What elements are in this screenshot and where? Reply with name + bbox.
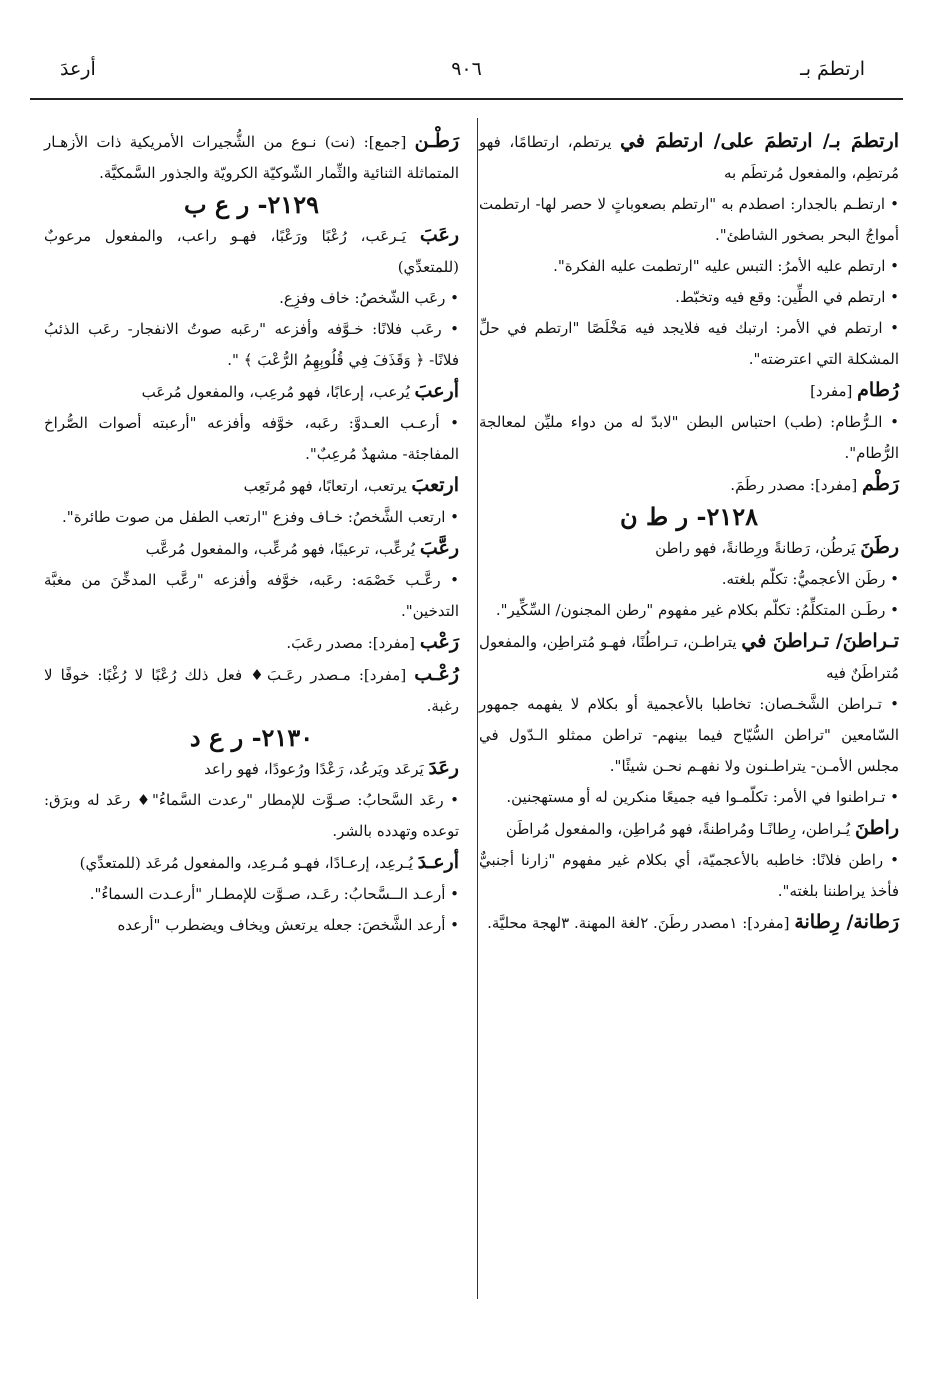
headword-entry bbox=[479, 532, 899, 564]
headword: ارتعبَ bbox=[411, 474, 459, 496]
entry-text: [مفرد]: مصدر رعَبَ. bbox=[286, 634, 416, 652]
headword: رُطام bbox=[857, 379, 899, 401]
entry-text: [مفرد]: ١مصدر رطَنَ. ٢لغة المهنة. ٣لهجة محليَّة. bbox=[487, 914, 790, 932]
headword-entry bbox=[44, 753, 459, 785]
column-divider bbox=[477, 118, 478, 1299]
headword-entry bbox=[479, 626, 899, 689]
page-header bbox=[40, 58, 893, 94]
entry-text: يُرعب، إرعابًا، فهو مُرعِب، والمفعول مُرعَب bbox=[141, 383, 410, 401]
headword: رعَبَ bbox=[419, 224, 459, 246]
headword-entry bbox=[44, 470, 459, 502]
root-section-heading: ٢١٢٨- ر ط ن bbox=[620, 502, 758, 531]
sense-definition: • رعَب فلانًا: خـوَّفه وأفزعه "رعَبه صوتُ الانفجار- رعَب الذئبُ فلانًا- ﴿ وَقَذَفَ فِي قُلُوبِهِمُ الرُّعْبَ ﴾ ". bbox=[44, 320, 459, 369]
header-start-word: ارتطمَ بـ bbox=[800, 58, 865, 80]
headword-entry bbox=[44, 659, 459, 722]
sense-definition: • ارتطم عليه الأمرُ: التبس عليه "ارتطمت عليه الفكرة". bbox=[553, 257, 899, 275]
sense-definition: • ارتعب الشَّخصُ: خـاف وفزع "ارتعب الطفل من صوت طائرة". bbox=[62, 508, 459, 526]
entry-text: [مفرد]: مـصدر رعَـبَ♦ فعل ذلك رُعْبًا لا رُغْبًا: خوفًا لا رغبة. bbox=[44, 666, 459, 715]
headword-entry bbox=[44, 220, 459, 283]
headword: ارتطمَ بـ/ ارتطمَ على/ ارتطمَ في bbox=[620, 130, 899, 152]
sense-definition: • رعَب الشّخصُ: خاف وفزِع. bbox=[279, 289, 459, 307]
sense-definition: • ارتطـم بالجدار: اصطدم به "ارتطم بصعوباتٍ لا حصر لها- ارتطمت أمواجُ البحر بصخور الشاطئ". bbox=[479, 195, 899, 244]
headword-entry bbox=[479, 469, 899, 501]
root-section-heading: ٢١٣٠- ر ع د bbox=[189, 723, 314, 752]
sense-definition: • رعَد السَّحابُ: صـوَّت للإمطار "رعدت السَّماءُ"♦ رعَد له وبرَق: توعده وتهدده بالشر. bbox=[44, 791, 459, 840]
entry-text: يَـرعَب، رُعْبًا ورَعْبًا، فهـو راعب، والمفعول مرعوبٌ (للمتعدِّي) bbox=[44, 227, 459, 276]
headword: رطَنَ bbox=[860, 536, 899, 558]
headword: أرعبَ bbox=[414, 380, 459, 402]
page-number: ٩٠٦ bbox=[451, 58, 482, 80]
entry-text: يَرعَد ويَرعُد، رَعْدًا ورُعودًا، فهو راعد bbox=[204, 760, 424, 778]
entry-text: يتراطـن، تـراطُنًا، فهـو مُتراطِن، والمفعول مُتراطَنٌ فيه bbox=[479, 633, 899, 682]
headword: رَطْم bbox=[862, 473, 899, 495]
headword: رَطانة/ رِطانة bbox=[794, 911, 899, 933]
headword: رعَدَ bbox=[428, 757, 459, 779]
entry-text: يُـراطن، رِطانًـا ومُراطنةً، فهو مُراطِن، والمفعول مُراطَن bbox=[505, 820, 851, 838]
headword-entry bbox=[479, 126, 899, 189]
headword: رَطْـن bbox=[414, 130, 459, 152]
headword: راطنَ bbox=[854, 817, 899, 839]
sense-definition: • الـرُّطام: (طب) احتباس البطن "لابدّ له من دواء مليِّن لمعالجة الرُّطام". bbox=[479, 413, 899, 462]
sense-definition: • أرعـب العـدوَّ: رعَبه، خوَّفه وأفزعه "أرعبته أصوات الصُّراخ المفاجئة- مشهدٌ مُرعِبٌ". bbox=[44, 414, 459, 463]
headword-entry bbox=[44, 627, 459, 659]
sense-definition: • رعَّـب خَصْمَه: رعَبه، خوَّفه وأفزعه "رعَّب المدخِّنَ من مغبَّة التدخين". bbox=[44, 571, 459, 620]
sense-definition: • رطَـن المتكلِّمُ: تكلّم بكلام غير مفهوم "رطن المجنون/ السِّكِّير". bbox=[495, 601, 899, 619]
headword-entry bbox=[44, 533, 459, 565]
headword-entry bbox=[44, 376, 459, 408]
headword-entry bbox=[44, 847, 459, 879]
entry-text: [جمع]: (نت) نـوع من الشُّجيرات الأمريكية ذات الأزهـار المتماثلة الثنائية والثِّمار الشّوكيّة الكرويّة والجذور السَّمكيَّة. bbox=[44, 133, 459, 182]
sense-definition: • تـراطن الشَّخـصان: تخاطبا بالأعجمية أو بكلام لا يفهمه جمهور السّامعين "تراطن السُّيّاح فيما بينهم- تراطن ممثلو الـدّول في مجلس الأمـن- يتراطـنون ولا نفهـم نحـن شيئًا". bbox=[479, 695, 899, 775]
headword: رعَّبَ bbox=[419, 537, 459, 559]
header-rule bbox=[30, 98, 903, 100]
header-end-word: أرعدَ bbox=[60, 58, 96, 80]
sense-definition: • راطن فلانًا: خاطبه بالأعجميّة، أي بكلام غير مفهوم "زارنا أجنبيٌّ فأخذ يراطننا بلغته". bbox=[479, 851, 899, 900]
entry-text: يَرطُن، رَطانةً ورِطانةً، فهو راطن bbox=[655, 539, 856, 557]
entry-text: يرتطم، ارتطامًا، فهو مُرتطِم، والمفعول مُرتطَم به bbox=[479, 133, 899, 182]
headword-entry bbox=[44, 126, 459, 189]
sense-definition: • تـراطنوا في الأمر: تكلّمـوا فيه جميعًا منكرين له أو مستهجنين. bbox=[506, 788, 899, 806]
entry-text: يُـرعِد، إرعـادًا، فهـو مُـرعِد، والمفعول مُرعَد (للمتعدِّي) bbox=[79, 854, 413, 872]
headword: أرعـدَ bbox=[417, 851, 459, 873]
root-section-heading: ٢١٢٩- ر ع ب bbox=[183, 190, 320, 219]
left-column bbox=[44, 126, 459, 941]
entry-text: [مفرد] bbox=[810, 382, 853, 400]
sense-definition: • رطَن الأعجميُّ: تكلّم بلغته. bbox=[721, 570, 899, 588]
right-column bbox=[479, 126, 899, 939]
headword-entry bbox=[479, 813, 899, 845]
headword: تـراطنَ/ تـراطنَ في bbox=[741, 630, 899, 652]
sense-definition: • ارتطم في الطِّين: وقع فيه وتخبّط. bbox=[675, 288, 899, 306]
sense-definition: • ارتطم في الأمر: ارتبك فيه فلايجد فيه مَخْلَصًا "ارتطم في حلِّ المشكلة التي اعترضته". bbox=[479, 319, 899, 368]
entry-text: يرتعب، ارتعابًا، فهو مُرتَعِب bbox=[243, 477, 407, 495]
sense-definition: • أرعد الشَّخصَ: جعله يرتعش ويخاف ويضطرب "أرعده bbox=[117, 916, 459, 934]
headword: رَعْب bbox=[419, 631, 459, 653]
headword: رُعْـب bbox=[414, 663, 459, 685]
sense-definition: • أرعـد الــسَّحابُ: رعَـد، صـوَّت للإمطـار "أرعـدت السماءُ". bbox=[89, 885, 459, 903]
entry-text: [مفرد]: مصدر رطَمَ. bbox=[730, 476, 858, 494]
entry-text: يُرعِّب، ترعيبًا، فهو مُرعِّب، والمفعول مُرعَّب bbox=[145, 540, 416, 558]
headword-entry bbox=[479, 375, 899, 407]
headword-entry bbox=[479, 907, 899, 939]
